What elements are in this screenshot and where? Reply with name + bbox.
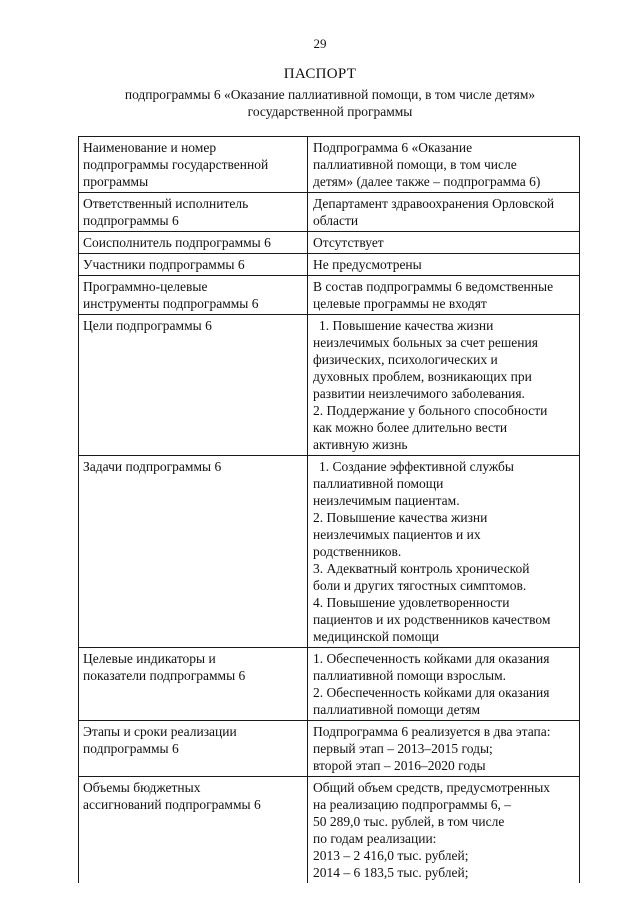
table-row	[79, 193, 580, 232]
row-value-cell	[308, 193, 580, 232]
row-label-cell	[79, 193, 308, 232]
row-label-line: Задачи подпрограммы 6	[83, 459, 222, 474]
row-label-line: Ответственный исполнитель	[83, 196, 249, 211]
row-label-line: Целевые индикаторы и	[83, 651, 216, 666]
subtitle-line: подпрограммы 6 «Оказание паллиативной помощи, в том числе детям»	[124, 87, 536, 102]
row-value-line: 2014 – 6 183,5 тыс. рублей;	[313, 865, 469, 880]
row-value-line: паллиативной помощи, в том числе	[313, 157, 517, 172]
table-row	[79, 254, 580, 276]
row-value-line: медицинской помощи	[313, 629, 439, 644]
row-value-line: 1. Обеспеченность койками для оказания	[313, 651, 550, 666]
row-value-line: 1. Повышение качества жизни	[319, 318, 494, 333]
row-value-line: неизлечимых пациентов и их	[313, 527, 481, 542]
row-label-cell	[79, 232, 308, 254]
row-value-line: паллиативной помощи	[313, 476, 444, 491]
row-value-line: по годам реализации:	[313, 831, 437, 846]
passport-table-body	[79, 137, 580, 884]
row-value-line: паллиативной помощи детям	[313, 702, 481, 717]
row-label-line: подпрограммы 6	[83, 741, 179, 756]
row-value-cell	[308, 254, 580, 276]
row-value-line: второй этап – 2016–2020 годы	[313, 758, 486, 773]
row-value-line: духовных проблем, возникающих при	[313, 369, 532, 384]
row-label-line: Этапы и сроки реализации	[83, 724, 237, 739]
table-row	[79, 232, 580, 254]
table-row	[79, 137, 580, 193]
row-value-line: 4. Повышение удовлетворенности	[313, 595, 510, 610]
row-value-line: Департамент здравоохранения Орловской	[313, 196, 555, 211]
table-row	[79, 777, 580, 884]
row-label-line: Объемы бюджетных	[83, 780, 201, 795]
table-row	[79, 648, 580, 721]
row-value-line: 2. Поддержание у больного способности	[313, 403, 548, 418]
row-value-line: родственников.	[313, 544, 402, 559]
passport-table	[78, 136, 580, 883]
row-label-line: инструменты подпрограммы 6	[83, 296, 259, 311]
row-value-line: на реализацию подпрограммы 6, –	[313, 797, 512, 812]
row-label-cell	[79, 137, 308, 193]
row-value-line: детям» (далее также – подпрограмма 6)	[313, 174, 541, 189]
row-label-cell	[79, 777, 308, 884]
row-value-line: 2013 – 2 416,0 тыс. рублей;	[313, 848, 469, 863]
row-value-line: 50 289,0 тыс. рублей, в том числе	[313, 814, 505, 829]
table-row	[79, 721, 580, 777]
row-value-line: пациентов и их родственников качеством	[313, 612, 551, 627]
row-value-cell	[308, 276, 580, 315]
row-label-line: показатели подпрограммы 6	[83, 668, 246, 683]
row-label-cell	[79, 456, 308, 648]
row-value-line: неизлечимым пациентам.	[313, 493, 460, 508]
row-label-line: Программно-целевые	[83, 279, 208, 294]
row-value-line: 2. Обеспеченность койками для оказания	[313, 685, 550, 700]
row-value-line: Подпрограмма 6 «Оказание	[313, 140, 473, 155]
row-label-cell	[79, 315, 308, 456]
row-value-line: как можно более длительно вести	[313, 420, 508, 435]
subtitle-line: государственной программы	[247, 104, 413, 119]
row-value-line: Не предусмотрены	[313, 257, 422, 272]
table-row	[79, 456, 580, 648]
row-label-line: Наименование и номер	[83, 140, 217, 155]
row-value-line: Общий объем средств, предусмотренных	[313, 780, 551, 795]
row-label-line: Соисполнитель подпрограммы 6	[83, 235, 271, 250]
table-row	[79, 276, 580, 315]
document-title: ПАСПОРТ	[283, 66, 357, 82]
row-label-line: программы	[83, 174, 149, 189]
row-label-line: Участники подпрограммы 6	[83, 257, 245, 272]
row-label-line: ассигнований подпрограммы 6	[83, 797, 261, 812]
row-label-cell	[79, 721, 308, 777]
row-label-line: подпрограммы 6	[83, 213, 179, 228]
row-label-line: подпрограммы государственной	[83, 157, 269, 172]
row-value-cell	[308, 315, 580, 456]
row-value-line: 3. Адекватный контроль хронической	[313, 561, 530, 576]
row-value-line: 2. Повышение качества жизни	[313, 510, 488, 525]
row-value-line: первый этап – 2013–2015 годы;	[313, 741, 493, 756]
page-number: 29	[313, 36, 327, 51]
row-value-line: области	[313, 213, 359, 228]
row-value-cell	[308, 137, 580, 193]
document-subtitle	[60, 86, 600, 120]
row-value-cell	[308, 721, 580, 777]
row-value-line: Подпрограмма 6 реализуется в два этапа:	[313, 724, 551, 739]
row-value-cell	[308, 648, 580, 721]
row-label-line: Цели подпрограммы 6	[83, 318, 212, 333]
row-value-line: В состав подпрограммы 6 ведомственные	[313, 279, 554, 294]
table-row	[79, 315, 580, 456]
row-value-cell	[308, 777, 580, 884]
row-value-line: активную жизнь	[313, 437, 408, 452]
row-value-line: Отсутствует	[313, 235, 384, 250]
row-value-line: боли и других тягостных симптомов.	[313, 578, 527, 593]
row-value-cell	[308, 232, 580, 254]
row-label-cell	[79, 276, 308, 315]
row-value-line: развитии неизлечимого заболевания.	[313, 386, 525, 401]
row-label-cell	[79, 648, 308, 721]
row-label-cell	[79, 254, 308, 276]
row-value-line: неизлечимых больных за счет решения	[313, 335, 538, 350]
row-value-line: паллиативной помощи взрослым.	[313, 668, 507, 683]
row-value-line: целевые программы не входят	[313, 296, 487, 311]
row-value-line: 1. Создание эффективной службы	[319, 459, 514, 474]
row-value-cell	[308, 456, 580, 648]
row-value-line: физических, психологических и	[313, 352, 498, 367]
